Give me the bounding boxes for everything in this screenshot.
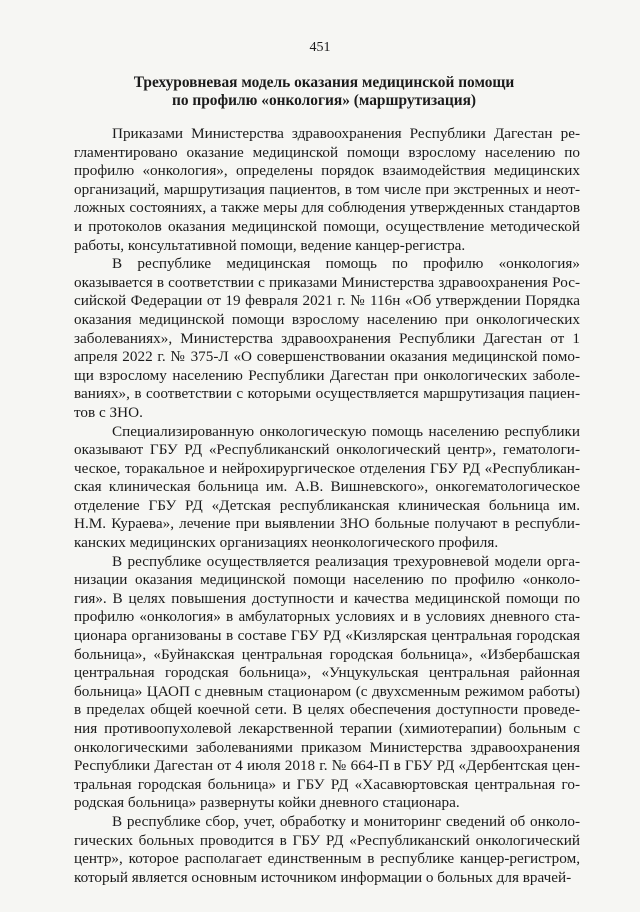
paragraph: Приказами Министерства здравоохранения Республики Дагестан регламентировано оказание медицинской помощи взрослому населению по профилю «онкология», определены порядок взаимодействия медицинских организаций, маршрутизация пациентов, в том числе при экстренных и неотложных состояниях, а также меры для соблюдения утвержденных стандартов и протоколов оказания медицинской помощи, осуществление методической работы, консультативной помощи, ведение канцер-регистра. bbox=[74, 125, 580, 254]
page-number: 451 bbox=[309, 40, 331, 55]
paragraph: В республике осуществляется реализация трехуровневой модели организации оказания медицинской помощи населению по профилю «онкология». В целях повышения доступности и качества медицинской помощи по профилю «онкология» в амбулаторных условиях и в условиях дневного стационара организованы в составе ГБУ РД «Кизлярская центральная городская больница», «Буйнакская центральная городская больница», «Избербашская центральная городская больница», «Унцукульская центральная районная больница» ЦАОП с дневным стационаром (с двухсменным режимом работы) в пределах общей коечной сети. В целях обеспечения доступности проведения противоопухолевой лекарственной терапии (химиотерапии) больным с онкологическими заболеваниями приказом Министерства здравоохранения Республики Дагестан от 4 июля 2018 г. № 664-П в ГБУ РД «Дербентская центральная городская больница» и ГБУ РД «Хасавюртовская центральная городская больница» развернуты койки дневного стационара. bbox=[74, 552, 580, 812]
paragraph: В республике медицинская помощь по профилю «онкология» оказывается в соответствии с приказами Министерства здравоохранения Российской Федерации от 19 февраля 2021 г. № 116н «Об утверждении Порядка оказания медицинской помощи взрослому населению при онкологических заболеваниях», Министерства здравоохранения Республики Дагестан от 1 апреля 2022 г. № 375-Л «О совершенствовании оказания медицинской помощи взрослому населению Республики Дагестан при онкологических заболеваниях», в соответствии с которыми осуществляется маршрутизация пациентов с ЗНО. bbox=[74, 255, 580, 421]
body-text bbox=[74, 125, 580, 887]
title-line-1: Трехуровневая модель оказания медицинской помощи bbox=[133, 74, 515, 91]
paragraph: Специализированную онкологическую помощь населению республики оказывают ГБУ РД «Республиканский онкологический центр», гематологическое, торакальное и нейрохирургическое отделения ГБУ РД «Республиканская клиническая больница им. А.В. Вишневского», онкогематологическое отделение ГБУ РД «Детская республиканская клиническая больница им. Н.М. Кураева», лечение при выявлении ЗНО больные получают в республиканских медицинских организациях неонкологического профиля. bbox=[74, 422, 580, 552]
title-line-2: по профилю «онкология» (маршрутизация) bbox=[171, 92, 477, 109]
paragraph: В республике сбор, учет, обработку и мониторинг сведений об онкологических больных проводится в ГБУ РД «Республиканский онкологический центр», которое располагает единственным в республике канцер-регистром, который является основным источником информации о больных для врачей- bbox=[74, 812, 580, 886]
section-title bbox=[60, 74, 588, 110]
